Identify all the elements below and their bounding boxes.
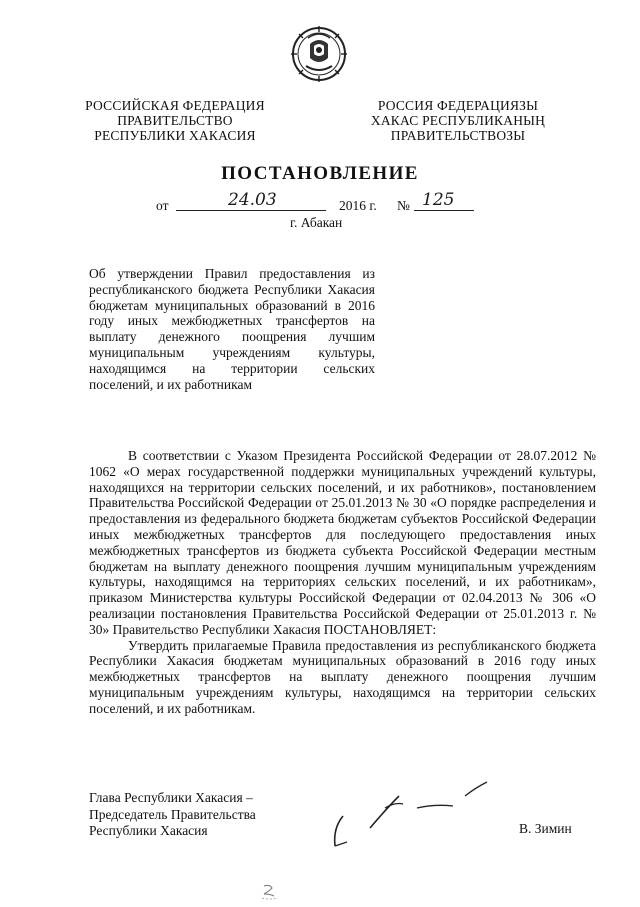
- header-left-line: ПРАВИТЕЛЬСТВО: [117, 113, 233, 128]
- header-right-block: [360, 98, 556, 143]
- date-underline: [176, 210, 326, 211]
- signatory-position-line: Глава Республики Хакасия –: [89, 790, 253, 805]
- header-left-line: РЕСПУБЛИКИ ХАКАСИЯ: [94, 128, 256, 143]
- date-from-label: от: [156, 198, 169, 213]
- coat-of-arms-emblem: [288, 24, 350, 82]
- handwritten-date: 24.03: [228, 190, 277, 210]
- scan-mark-icon: [258, 882, 282, 902]
- signatory-position-line: Председатель Правительства: [89, 806, 256, 822]
- header-right-line: ХАКАС РЕСПУБЛИКАНЫҢ: [370, 113, 546, 128]
- document-subject: Об утверждении Правил предоставления из республиканского бюджета Республики Хакасия бюджетам муниципальных образований в 2016 году иных межбюджетных трансфертов на выплату денежного поощрения лучшим муниципальным учреждениям культуры, находящимся на территории сельских поселений, и их работникам: [89, 266, 375, 392]
- signatory-position: [89, 790, 256, 840]
- header-right-line: РОССИЯ ФЕДЕРАЦИЯЗЫ: [377, 98, 539, 113]
- handwritten-signature: [325, 778, 495, 848]
- number-underline: [414, 210, 474, 211]
- body-paragraph: В соответствии с Указом Президента Российской Федерации от 28.07.2012 № 1062 «О мерах государственной поддержки муниципальных учреждений культуры, находящихся на территории сельских поселений, и их работников», постановлением Правительства Российской Федерации от 25.01.2013 № 30 «О порядке распределения и предоставления из федерального бюджета бюджетам субъектов Российской Федерации иных межбюджетных трансфертов для последующего предоставления иных межбюджетных трансфертов из бюджета субъекта Российской Федерации местным бюджетам на выплату денежного поощрения лучшим муниципальным учреждениям культуры, находящимся на территориях сельских поселений, и их работникам», приказом Министерства культуры Российской Федерации от 02.04.2013 № 306 «О реализации постановления Правительства Российской Федерации от 25.01.2013 г. № 30» Правительство Республики Хакасия ПОСТАНОВЛЯЕТ:: [89, 448, 596, 637]
- signatory-position-line: Республики Хакасия: [89, 823, 208, 838]
- header-left-line: РОССИЙСКАЯ ФЕДЕРАЦИЯ: [85, 98, 265, 113]
- city-label: г. Абакан: [290, 215, 343, 230]
- date-year: 2016 г.: [339, 198, 377, 213]
- document-title: ПОСТАНОВЛЕНИЕ: [221, 163, 419, 184]
- header-right-line: ПРАВИТЕЛЬСТВОЗЫ: [390, 128, 526, 143]
- handwritten-number: 125: [422, 190, 455, 210]
- header-left-block: [80, 98, 270, 143]
- signatory-name: В. Зимин: [519, 821, 572, 836]
- number-label: №: [397, 198, 410, 213]
- document-body: [89, 448, 596, 717]
- body-paragraph: Утвердить прилагаемые Правила предоставления из республиканского бюджета Республики Хакасия бюджетам муниципальных образований в 2016 году иных межбюджетных трансфертов на выплату денежного поощрения лучшим муниципальным учреждениям культуры, находящимся на территории сельских поселений, и их работникам.: [89, 637, 596, 716]
